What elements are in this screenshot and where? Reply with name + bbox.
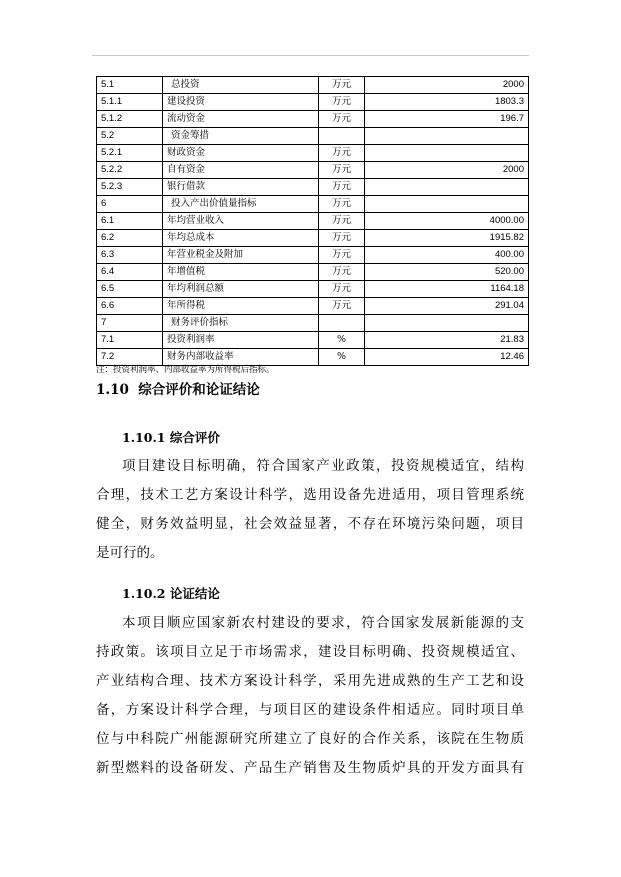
row-number: 7.2 [97,349,163,366]
row-number: 6.1 [97,213,163,230]
row-number: 5.1.2 [97,111,163,128]
paragraph-line: 项目建设目标明确，符合国家产业政策，投资规模适宜，结构 [122,458,524,474]
row-number: 5.2 [97,128,163,145]
row-unit: 万元 [319,213,365,230]
row-value: 1803.3 [365,94,529,111]
row-number: 7.1 [97,332,163,349]
table-row [97,298,529,315]
row-number: 6.4 [97,264,163,281]
row-value: 1915.82 [365,230,529,247]
table-row [97,264,529,281]
paragraph-line: 本项目顺应国家新农村建设的要求，符合国家发展新能源的支 [122,615,524,631]
row-name: 年所得税 [163,298,319,315]
paragraph-line: 健全，财务效益明显，社会效益显著，不存在环境污染问题，项目 [96,516,524,532]
row-value: 1164.18 [365,281,529,298]
row-unit: 万元 [319,230,365,247]
row-name: 资金筹措 [163,128,319,145]
row-unit: 万元 [319,264,365,281]
row-number: 7 [97,315,163,332]
paragraph-conclusion [96,609,524,783]
row-name: 年均营业收入 [163,213,319,230]
table-row [97,145,529,162]
row-name: 总投资 [163,77,319,94]
row-number: 5.2.3 [97,179,163,196]
row-unit: % [319,349,365,366]
table-row [97,332,529,349]
row-number: 5.2.2 [97,162,163,179]
row-unit [319,128,365,145]
table-row [97,128,529,145]
row-value: 196.7 [365,111,529,128]
section-heading [96,378,260,398]
row-unit: 万元 [319,298,365,315]
table-row [97,179,529,196]
row-value: 400.00 [365,247,529,264]
row-number: 5.2.1 [97,145,163,162]
row-name: 银行借款 [163,179,319,196]
row-name: 流动资金 [163,111,319,128]
row-number: 5.1.1 [97,94,163,111]
paragraph-line: 新型燃料的设备研发、产品生产销售及生物质炉具的开发方面具有 [96,760,524,776]
row-unit: % [319,332,365,349]
table-row [97,213,529,230]
row-value: 12.46 [365,349,529,366]
paragraph-line: 是可行的。 [96,545,164,561]
row-number: 6.6 [97,298,163,315]
row-value [365,196,529,213]
row-number: 6.5 [97,281,163,298]
row-value [365,145,529,162]
row-name: 年增值税 [163,264,319,281]
row-value: 291.04 [365,298,529,315]
indicator-table [96,76,529,366]
row-number: 5.1 [97,77,163,94]
row-value [365,315,529,332]
table-row [97,162,529,179]
row-name: 年均总成本 [163,230,319,247]
row-number: 6.3 [97,247,163,264]
row-value [365,179,529,196]
row-unit: 万元 [319,162,365,179]
paragraph-line: 位与中科院广州能源研究所建立了良好的合作关系，该院在生物质 [96,731,524,747]
row-name: 年营业税金及附加 [163,247,319,264]
row-number: 6 [97,196,163,213]
row-unit: 万元 [319,281,365,298]
table-row [97,247,529,264]
row-name: 财务评价指标 [163,315,319,332]
paragraph-comprehensive-evaluation [96,452,524,568]
table-row [97,77,529,94]
row-name: 年均利润总额 [163,281,319,298]
paragraph-line: 产业结构合理、技术方案设计科学，采用先进成熟的生产工艺和设 [96,673,524,689]
row-name: 投资利润率 [163,332,319,349]
table-row [97,315,529,332]
header-rule [92,55,529,56]
row-name: 财政资金 [163,145,319,162]
subsection-heading-comprehensive-evaluation: 1.10.1 综合评价 [122,430,220,445]
paragraph-line: 持政策。该项目立足于市场需求，建设目标明确、投资规模适宜、 [96,644,524,660]
row-unit: 万元 [319,111,365,128]
row-value: 520.00 [365,264,529,281]
row-unit: 万元 [319,247,365,264]
table-row [97,111,529,128]
row-value: 4000.00 [365,213,529,230]
row-unit: 万元 [319,77,365,94]
row-unit: 万元 [319,145,365,162]
table-row [97,230,529,247]
row-value: 21.83 [365,332,529,349]
table-note: 注：投资利润率、内部收益率为所得税后指标。 [96,365,275,375]
section-title: 综合评价和论证结论 [138,382,260,398]
row-unit: 万元 [319,94,365,111]
row-value: 2000 [365,162,529,179]
row-name: 财务内部收益率 [163,349,319,366]
paragraph-line: 合理，技术工艺方案设计科学，选用设备先进适用，项目管理系统 [96,487,524,503]
row-unit: 万元 [319,179,365,196]
row-name: 自有资金 [163,162,319,179]
paragraph-line: 备，方案设计科学合理，与项目区的建设条件相适应。同时项目单 [96,702,524,718]
row-number: 6.2 [97,230,163,247]
table-row [97,281,529,298]
subsection-heading-conclusion: 1.10.2 论证结论 [122,586,220,601]
table-row [97,196,529,213]
row-value: 2000 [365,77,529,94]
row-name: 投入产出价值量指标 [163,196,319,213]
section-number: 1.10 [96,382,129,398]
row-unit [319,315,365,332]
row-value [365,128,529,145]
row-name: 建设投资 [163,94,319,111]
row-unit: 万元 [319,196,365,213]
table-row [97,94,529,111]
